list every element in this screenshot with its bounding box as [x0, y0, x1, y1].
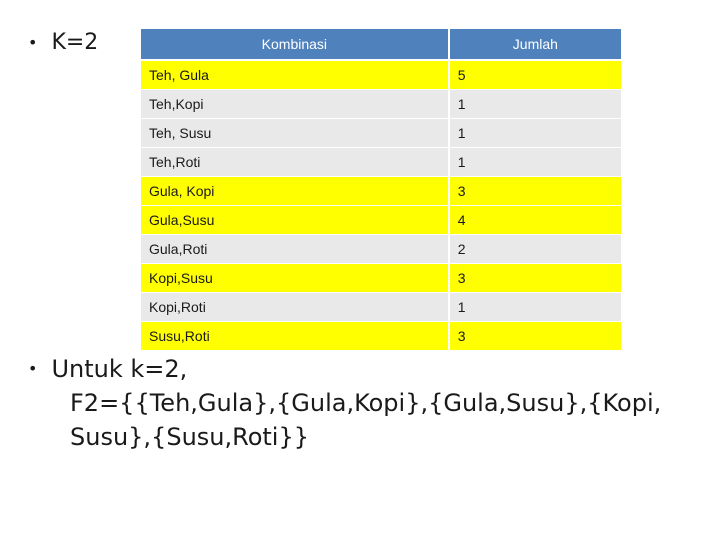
- cell-kombinasi: Teh, Susu: [141, 119, 449, 148]
- cell-jumlah: 1: [449, 119, 621, 148]
- table-row: [141, 322, 621, 351]
- conclusion-line2: F2={{Teh,Gula},{Gula,Kopi},{Gula,Susu},{Kopi,: [70, 389, 662, 417]
- table-row: [141, 235, 621, 264]
- cell-kombinasi: Kopi,Susu: [141, 264, 449, 293]
- bullet-dot: •: [28, 33, 38, 52]
- cell-kombinasi: Kopi,Roti: [141, 293, 449, 322]
- table-row: [141, 119, 621, 148]
- cell-kombinasi: Gula,Roti: [141, 235, 449, 264]
- conclusion-line3: Susu},{Susu,Roti}}: [70, 423, 310, 451]
- table-header-row: [141, 29, 621, 60]
- table-row: [141, 293, 621, 322]
- cell-jumlah: 2: [449, 235, 621, 264]
- cell-jumlah: 1: [449, 148, 621, 177]
- header-kombinasi: Kombinasi: [141, 29, 449, 60]
- table-row: [141, 90, 621, 119]
- cell-kombinasi: Teh, Gula: [141, 60, 449, 90]
- cell-kombinasi: Susu,Roti: [141, 322, 449, 351]
- cell-jumlah: 1: [449, 90, 621, 119]
- cell-kombinasi: Teh,Roti: [141, 148, 449, 177]
- cell-jumlah: 3: [449, 177, 621, 206]
- conclusion-block: [28, 352, 661, 454]
- k-label: K=2: [51, 30, 99, 55]
- cell-jumlah: 4: [449, 206, 621, 235]
- table-row: [141, 177, 621, 206]
- conclusion-line1: Untuk k=2,: [51, 355, 188, 383]
- cell-kombinasi: Teh,Kopi: [141, 90, 449, 119]
- table-body: [141, 60, 621, 350]
- header-jumlah: Jumlah: [449, 29, 621, 60]
- table-row: [141, 60, 621, 90]
- table-row: [141, 148, 621, 177]
- bullet-k-heading: [28, 30, 98, 55]
- table-row: [141, 206, 621, 235]
- combination-table: [141, 29, 621, 350]
- table-row: [141, 264, 621, 293]
- cell-jumlah: 1: [449, 293, 621, 322]
- bullet-dot: •: [28, 359, 38, 378]
- cell-kombinasi: Gula,Susu: [141, 206, 449, 235]
- cell-jumlah: 3: [449, 264, 621, 293]
- cell-jumlah: 5: [449, 60, 621, 90]
- cell-kombinasi: Gula, Kopi: [141, 177, 449, 206]
- cell-jumlah: 3: [449, 322, 621, 351]
